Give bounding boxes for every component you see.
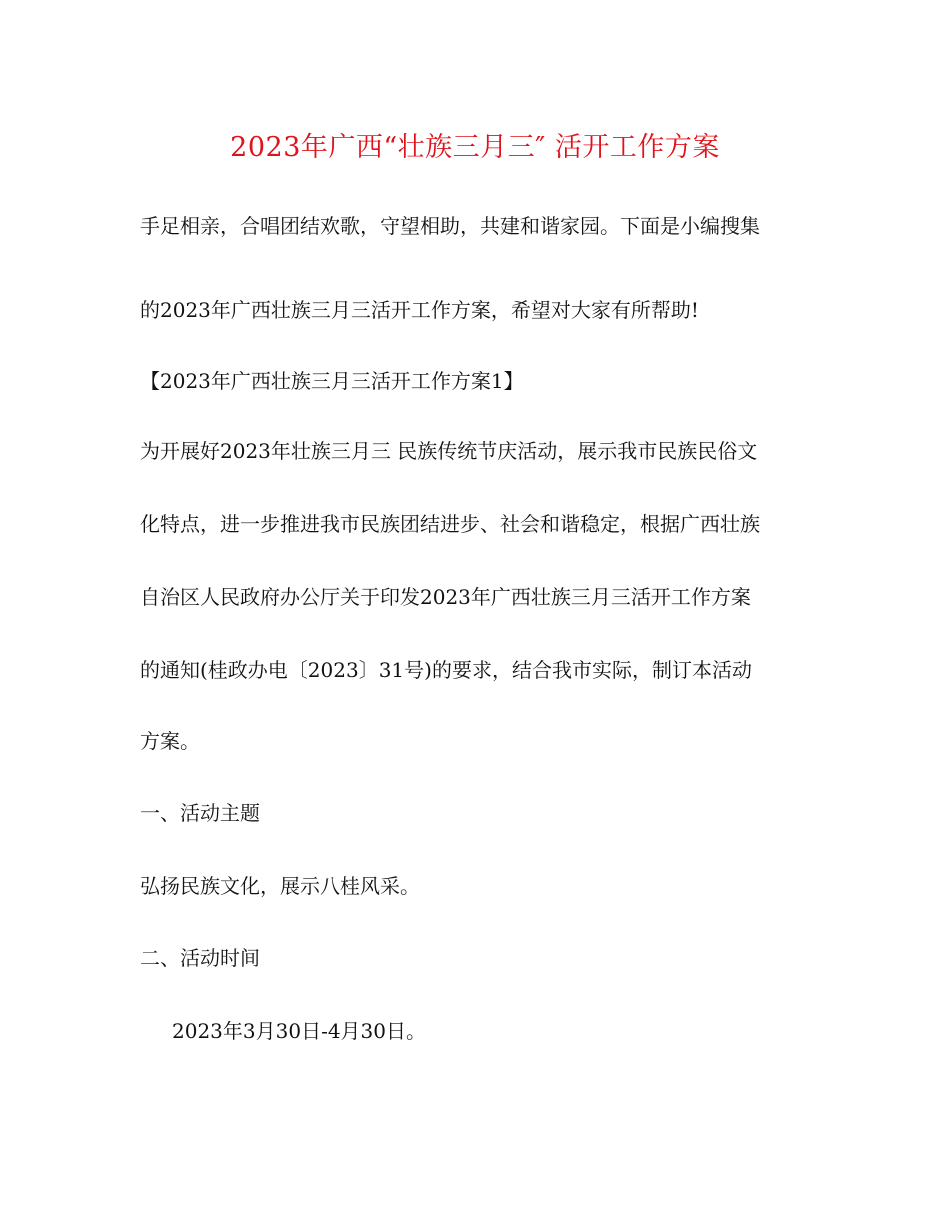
heading-activity-theme: 一、活动主题	[140, 801, 260, 825]
paragraph-line-1: 为开展好2023年壮族三月三 民族传统节庆活动，展示我市民族民俗文	[140, 439, 758, 463]
paragraph-line-5: 方案。	[140, 729, 200, 753]
intro-line-1: 手足相亲，合唱团结欢歌，守望相助，共建和谐家园。下面是小编搜集	[140, 214, 760, 238]
activity-theme-text: 弘扬民族文化，展示八桂风采。	[140, 874, 420, 898]
activity-time-text: 2023年3月30日-4月30日。	[172, 1019, 427, 1043]
intro-line-2: 的2023年广西壮族三月三活开工作方案，希望对大家有所帮助!	[140, 298, 699, 322]
paragraph-line-3: 自治区人民政府办公厅关于印发2023年广西壮族三月三活开工作方案	[140, 585, 751, 609]
paragraph-line-4: 的通知(桂政办电〔2023〕31号)的要求，结合我市实际，制订本活动	[140, 658, 752, 682]
heading-activity-time: 二、活动时间	[140, 946, 260, 970]
paragraph-line-2: 化特点，进一步推进我市民族团结进步、社会和谐稳定，根据广西壮族	[140, 512, 760, 536]
section-heading-plan-1: 【2023年广西壮族三月三活开工作方案1】	[140, 369, 524, 393]
document-title: 2023年广西“壮族三月三″ 活开工作方案	[230, 132, 720, 163]
